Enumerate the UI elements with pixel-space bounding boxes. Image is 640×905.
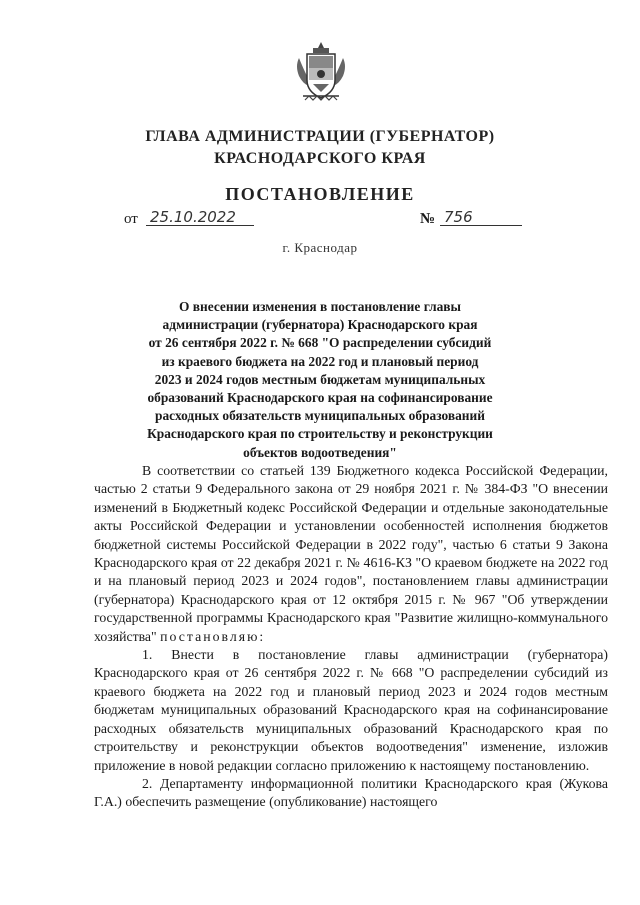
- item-2-paragraph: 2. Департаменту информационной политики Краснодарского края (Жукова Г.А.) обеспечить размещение (опубликование) настоящего: [94, 775, 608, 810]
- coat-of-arms-icon: [293, 40, 349, 106]
- decree-word: постановляю:: [160, 628, 266, 644]
- city: г. Краснодар: [282, 240, 358, 255]
- date-label: от: [124, 211, 138, 227]
- title-line: из краевого бюджета на 2022 год и плановый период: [161, 353, 479, 369]
- issuer-title-line2: КРАСНОДАРСКОГО КРАЯ: [214, 150, 426, 167]
- document-type: ПОСТАНОВЛЕНИЕ: [225, 184, 415, 204]
- number-value: 756: [440, 209, 522, 226]
- title-line: Краснодарского края по строительству и реконструкции: [147, 426, 493, 442]
- item-1-paragraph: 1. Внести в постановление главы администрации (губернатора) Краснодарского края от 26 сентября 2022 г. № 668 "О распределении субсидий из краевого бюджета на 2022 год и плановый период 2023 и 2024 годов местным бюджетам муниципальных образований Краснодарского края на софинансирование расходных обязательств муниципальных образований Краснодарского края по строительству и реконструкции объектов водоотведения" изменение, изложив приложение в новой редакции согласно приложению к настоящему постановлению.: [94, 647, 608, 773]
- preamble-paragraph: [94, 462, 608, 646]
- title-line: от 26 сентября 2022 г. № 668 "О распределении субсидий: [148, 335, 492, 351]
- title-line: образований Краснодарского края на софинансирование: [147, 390, 493, 406]
- document-title: [130, 298, 510, 462]
- number-label: №: [420, 211, 436, 227]
- issuer-title-line1: ГЛАВА АДМИНИСТРАЦИИ (ГУБЕРНАТОР): [145, 128, 495, 145]
- title-line: 2023 и 2024 годов местным бюджетам муниципальных: [154, 371, 486, 387]
- title-line: О внесении изменения в постановление главы: [179, 299, 461, 314]
- date-value: 25.10.2022: [146, 209, 254, 226]
- title-line: объектов водоотведения": [243, 444, 397, 460]
- title-line: расходных обязательств муниципальных образований: [155, 408, 485, 424]
- preamble-text: В соответствии со статьей 139 Бюджетного кодекса Российской Федерации, частью 2 статьи 9 Федерального закона от 29 ноября 2021 г. № 384-ФЗ "О внесении изменений в Бюджетный кодекс Российской Федерации и отдельные законодательные акты Российской Федерации и установлении особенностей исполнения бюджетов бюджетной системы Российской Федерации в 2022 году", частью 6 статьи 9 Закона Краснодарского края от 22 декабря 2021 г. № 4616-КЗ "О краевом бюджете на 2022 год и на плановый период 2023 и 2024 годов", постановлением главы администрации (губернатора) Краснодарского края от 12 октября 2015 г. № 967 "Об утверждении государственной программы Краснодарского края "Развитие жилищно-коммунального хозяйства": [94, 463, 608, 644]
- title-line: администрации (губернатора) Краснодарского края: [162, 317, 478, 333]
- document-body: [94, 462, 608, 812]
